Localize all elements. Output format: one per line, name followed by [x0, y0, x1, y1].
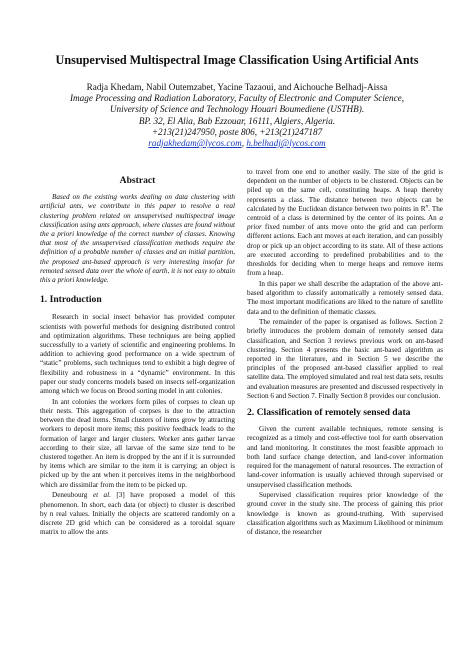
right-paragraph-5: Supervised classification requires prior knowledge of the ground cover in the study site. The process of gaining this prior knowledge is known as ground-truthing. With supervised classification algorithms such as Maximum Likelihood or minimum of distance, the researcher: [247, 491, 443, 537]
left-column: [40, 172, 235, 539]
email-link-1[interactable]: radjakhedam@lycos.com: [148, 138, 242, 149]
email-line: [20, 138, 454, 149]
right-p1-apriori: a prior: [247, 214, 443, 232]
right-paragraph-3: The remainder of the paper is organised as follows. Section 2 briefly introduces the problem domain of remotely sensed data classification, and Section 3 reviews previous work on ant-based clustering. Section 4 presents the basic ant-based algorithm as reported in the literature, and in Section 5 we describe the principles of the proposed ant-based classifier applied to real satellite data. The employed simulated and real test data sets, results and evaluation measures are presented and discussed respectively in Section 6 and Section 7. Finally Section 8 provides our conclusion.: [247, 318, 443, 400]
right-p1-b: . The centroid of a class is determined by the center of its points. An: [247, 204, 443, 223]
right-p1-superscript: n: [425, 204, 429, 210]
abstract-heading: Abstract: [119, 175, 156, 186]
email-separator: ,: [241, 138, 247, 149]
section-heading-classification: 2. Classification of remotely sensed data: [247, 407, 411, 419]
address-line: BP. 32, El Alia, Bab Ezzouar, 16111, Algiers, Algeria.: [138, 115, 336, 126]
right-paragraph-1: [247, 168, 443, 278]
intro-p3-rest: [3] have proposed a model of this phenomenon. In short, each data (or object) to cluster is described by n real values. Initially the objects are scattered randomly on a discrete 2D grid which can be considered as a toroidal square matrix to allow the ants: [40, 491, 236, 537]
right-p1-c: fixed number of ants move onto the grid and can perform different actions. Each ant moves at each iteration, and can possibly drop or pick up an object according to its state. All of these actions are executed according to predefined probabilities and to the thresholds for deciding when to merge heaps and remove items from a heap.: [247, 223, 443, 278]
right-paragraph-4: Given the current available techniques, remote sensing is recognized as a timely and cost-effective tool for earth observation and land monitoring. It constitutes the most feasible approach to both land surface change detection, and land-cover information required for the management of natural resources. The extraction of land-cover information is usually achieved through supervised or unsupervised classification methods.: [247, 425, 443, 489]
intro-paragraph-2: In ant colonies the workers form piles of corpses to clean up their nests. This aggregation of corpses is due to the attraction between the dead items. Small clusters of items grow by attracting workers to deposit more items; this positive feedback leads to the formation of larger and larger clusters. Worker ants gather larvae according to their size, all larvae of the same size tend to be clustered together. An item is dropped by the ant if it is surrounded by items which are similar to the item it is carrying; an object is picked up by the ant when it perceives items in the neighborhood which are dissimilar from the item to be picked up.: [40, 397, 235, 489]
author-block: [20, 82, 454, 149]
intro-paragraph-3: [40, 491, 235, 537]
paper-title: Unsupervised Multispectral Image Classification Using Artificial Ants: [55, 53, 419, 67]
abstract: [40, 193, 235, 285]
email-link-2[interactable]: h.belhadj@lycos.com: [246, 138, 326, 149]
intro-p3-start: Deneubourg: [52, 491, 93, 500]
affiliation-line-1: Image Processing and Radiation Laboratory, Faculty of Electronic and Computer Science,: [69, 93, 405, 104]
right-column: [247, 168, 443, 539]
section-heading-introduction: 1. Introduction: [40, 294, 102, 306]
phone-line: +213(21)247950, poste 806, +213(21)247187: [151, 126, 323, 137]
intro-paragraph-1: Research in social insect behavior has provided computer scientists with powerful methods for designing distributed control and optimization algorithms. These techniques are being applied successfully to a variety of scientific and engineering problems. In addition to achieving good performance on a wide spectrum of “static” problems, such techniques tend to exhibit a high degree of flexibility and robustness in a “dynamic” environment. In this paper our study concerns models based on insects self-organization among which we focus on Brood sorting model in ant colonies.: [40, 313, 235, 396]
affiliation-line-2: University of Science and Technology Houari Boumediene (USTHB).: [109, 104, 365, 115]
right-paragraph-2: In this paper we shall describe the adaptation of the above ant-based algorithm to classify automatically a remotely sensed data. The most important modifications are liked to the nature of satellite data and to the definition of thematic classes.: [247, 279, 443, 316]
author-names: Radja Khedam, Nabil Outemzabet, Yacine Tazaoui, and Aichouche Belhadj-Aissa: [86, 82, 388, 92]
abstract-text: Based on the existing works dealing on data clustering with artificial ants, we contribute in this paper to resolve a real clustering problem related on unsupervised multispectral image classification using ants approach, where classes are found without the a priori knowledge of the correct number of classes. Knowing that most of the unsupervised classification methods require the definition of a probable number of classes and an initial partition, the proposed ant-based approach is very interesting insofar for remoted sensed data over the whole of earth, it is not easy to obtain this a priori knowledge.: [40, 193, 235, 285]
right-p1-a: to travel from one end to another easily. The size of the grid is dependent on the number of objects to be clustered. Objects can be piled up on the same cell, constituting heaps. A heap thereby represents a class. The distance between two objects can be calculated by the Euclidean distance between two points in R: [247, 168, 443, 213]
intro-p3-etal: et al.: [92, 491, 111, 500]
